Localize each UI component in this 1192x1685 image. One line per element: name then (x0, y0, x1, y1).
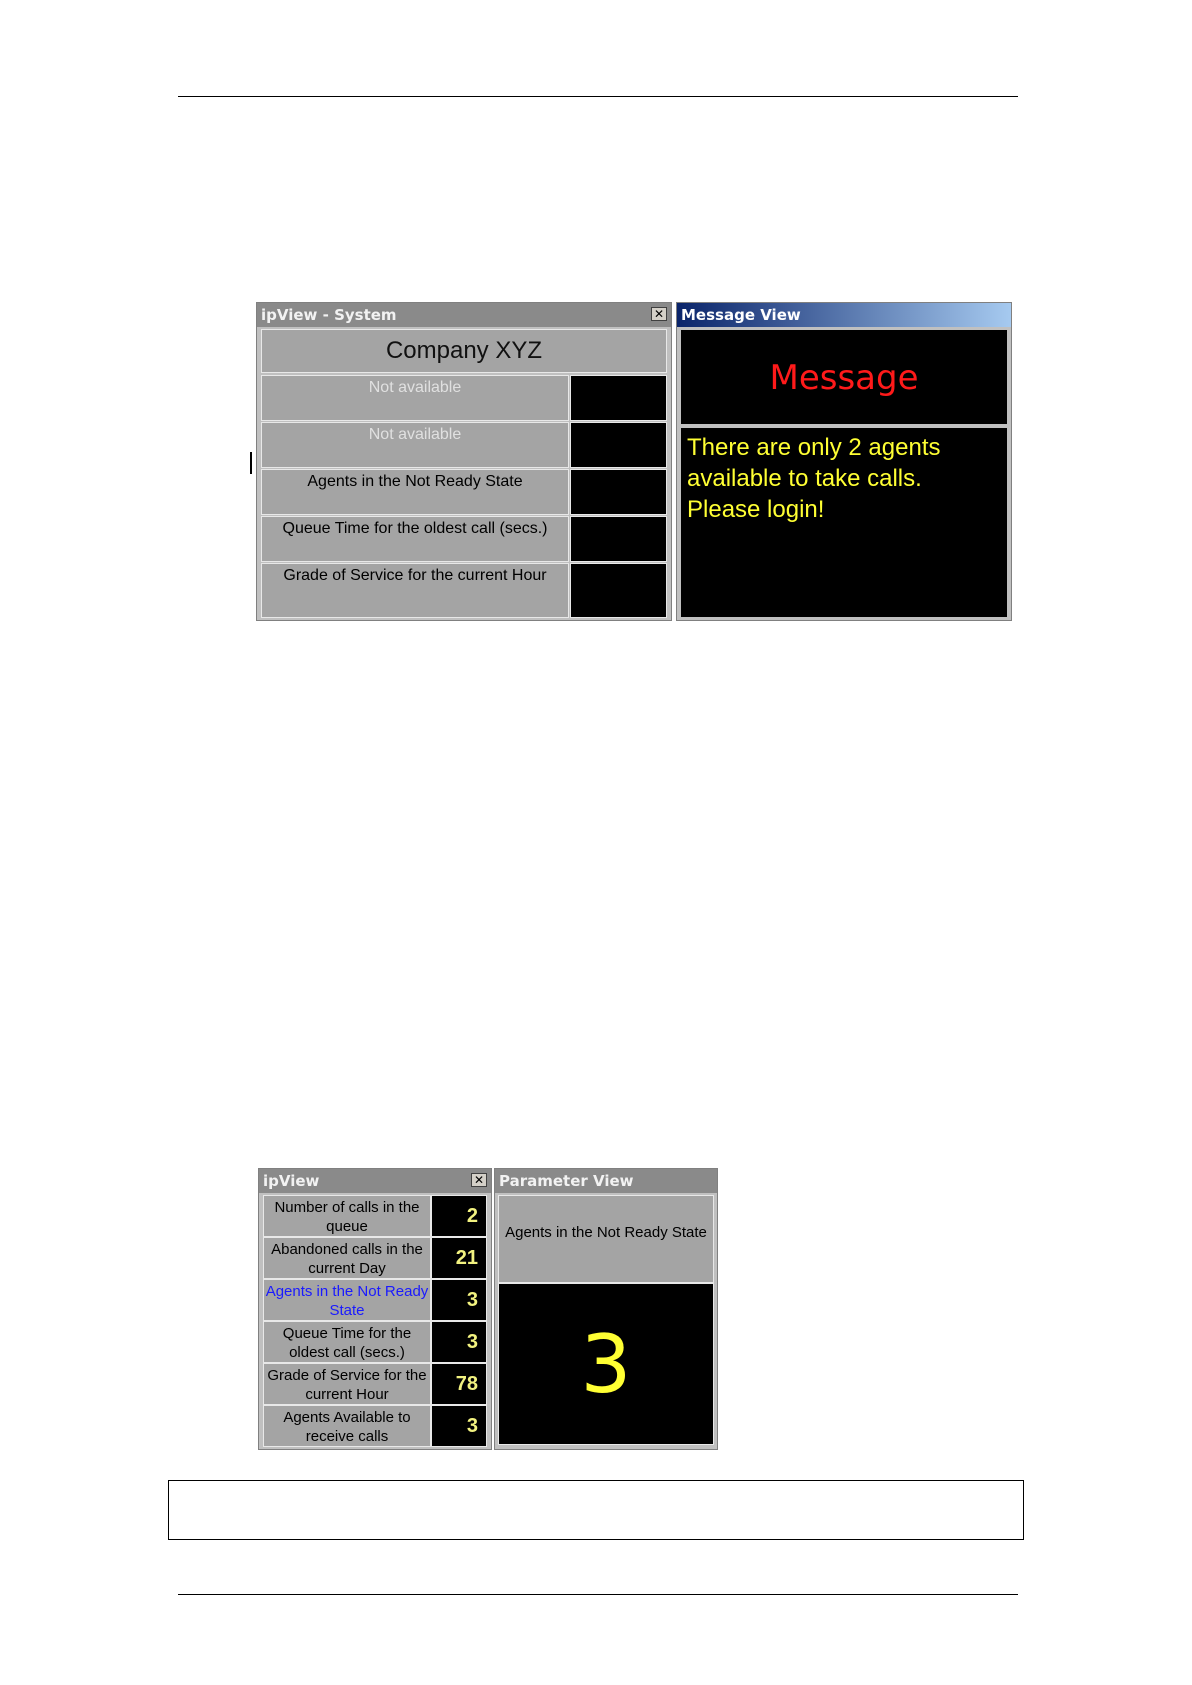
stat-value (570, 422, 667, 468)
stat-label: Not available (261, 422, 569, 468)
parameter-view-titlebar[interactable] (495, 1169, 717, 1193)
stat-value (570, 375, 667, 421)
stat-label: Queue Time for the oldest call (secs.) (261, 516, 569, 562)
message-heading: Message (680, 329, 1008, 425)
stat-value (570, 563, 667, 618)
header-rule (178, 96, 1018, 97)
parameter-value: 3 (498, 1283, 714, 1445)
ipview-system-window (256, 302, 672, 621)
close-icon[interactable]: ✕ (651, 307, 667, 321)
ipview-system-titlebar[interactable] (257, 303, 671, 327)
stat-value: 3 (431, 1405, 487, 1447)
message-view-titlebar[interactable] (677, 303, 1011, 327)
parameter-name: Agents in the Not Ready State (498, 1195, 714, 1283)
stat-label: Agents in the Not Ready State (261, 469, 569, 515)
stat-value: 78 (431, 1363, 487, 1405)
caption-box (168, 1480, 1024, 1540)
window-title: ipView - System (261, 306, 397, 324)
message-view-window (676, 302, 1012, 621)
ipview-titlebar[interactable] (259, 1169, 491, 1193)
stat-label[interactable]: Abandoned calls in the current Day (263, 1237, 431, 1279)
window-title: Parameter View (499, 1172, 634, 1190)
stat-label[interactable]: Grade of Service for the current Hour (263, 1363, 431, 1405)
stat-value: 3 (431, 1321, 487, 1363)
stat-value (570, 469, 667, 515)
stat-label[interactable]: Queue Time for the oldest call (secs.) (263, 1321, 431, 1363)
stat-label: Grade of Service for the current Hour (261, 563, 569, 618)
stat-label-selected[interactable]: Agents in the Not Ready State (263, 1279, 431, 1321)
message-body: There are only 2 agents available to take calls. Please login! (680, 427, 1008, 618)
stat-value: 3 (431, 1279, 487, 1321)
stat-value (570, 516, 667, 562)
close-icon[interactable]: ✕ (471, 1173, 487, 1187)
stat-value: 2 (431, 1195, 487, 1237)
window-title: Message View (681, 306, 801, 324)
stat-value: 21 (431, 1237, 487, 1279)
company-header: Company XYZ (261, 329, 667, 373)
stat-label[interactable]: Number of calls in the queue (263, 1195, 431, 1237)
margin-mark (250, 452, 252, 474)
ipview-window (258, 1168, 492, 1450)
stat-label[interactable]: Agents Available to receive calls (263, 1405, 431, 1447)
window-title: ipView (263, 1172, 320, 1190)
stat-label: Not available (261, 375, 569, 421)
parameter-view-window (494, 1168, 718, 1450)
footer-rule (178, 1594, 1018, 1595)
